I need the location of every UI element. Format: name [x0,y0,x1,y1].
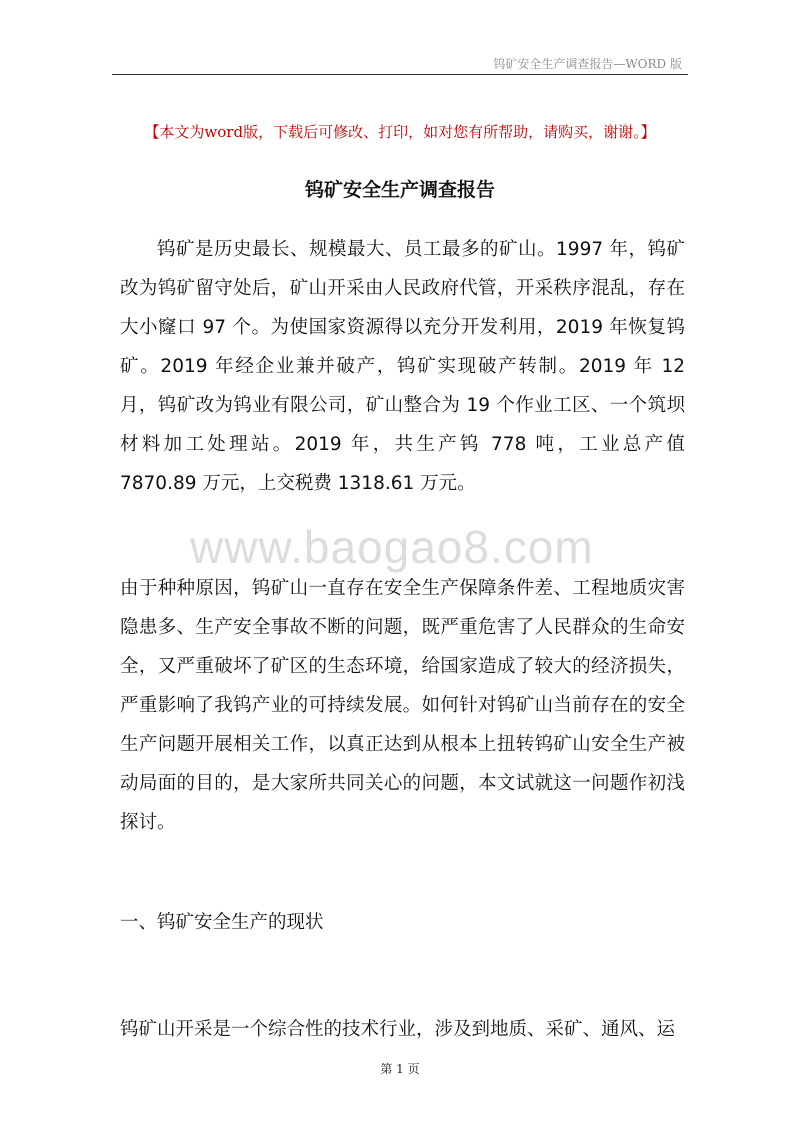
header-divider [112,74,688,75]
section-heading: 一、钨矿安全生产的现状 [120,912,324,933]
page-number: 第 1 页 [380,1062,420,1076]
document-title: 钨矿安全生产调查报告 [304,179,495,201]
paragraph-status: 钨矿山开采是一个综合性的技术行业，涉及到地质、采矿、通风、运 [120,1019,676,1040]
download-notice: 【本文为word版，下载后可修改、打印，如对您有所帮助，请购买，谢谢。】 [144,123,656,141]
watermark: www.baogao8.com [190,521,594,573]
running-header: 钨矿安全生产调查报告—WORD 版 [493,57,682,71]
paragraph-intro: 钨矿是历史最长、规模最大、员工最多的矿山。1997 年，钨矿改为钨矿留守处后，矿山开采由人民政府代管，开采秩序混乱，存在大小窿口 97 个。为使国家资源得以充分开发利用，2019 年恢复钨矿。2019 年经企业兼并破产，钨矿实现破产转制。2019 年 12 月，钨矿改为钨业有限公司，矿山整合为 19 个作业工区、一个筑坝材料加工处理站。2019 年，共生产钨 778 吨，工业总产值 7870.89 万元，上交税费 1318.61 万元。 [120,239,685,494]
paragraph-problem: 由于种种原因，钨矿山一直存在安全生产保障条件差、工程地质灾害隐患多、生产安全事故不断的问题，既严重危害了人民群众的生命安全，又严重破坏了矿区的生态环境，给国家造成了较大的经济损失，严重影响了我钨产业的可持续发展。如何针对钨矿山当前存在的安全生产问题开展相关工作，以真正达到从根本上扭转钨矿山安全生产被动局面的目的，是大家所共同关心的问题，本文试就这一问题作初浅探讨。 [120,578,685,833]
